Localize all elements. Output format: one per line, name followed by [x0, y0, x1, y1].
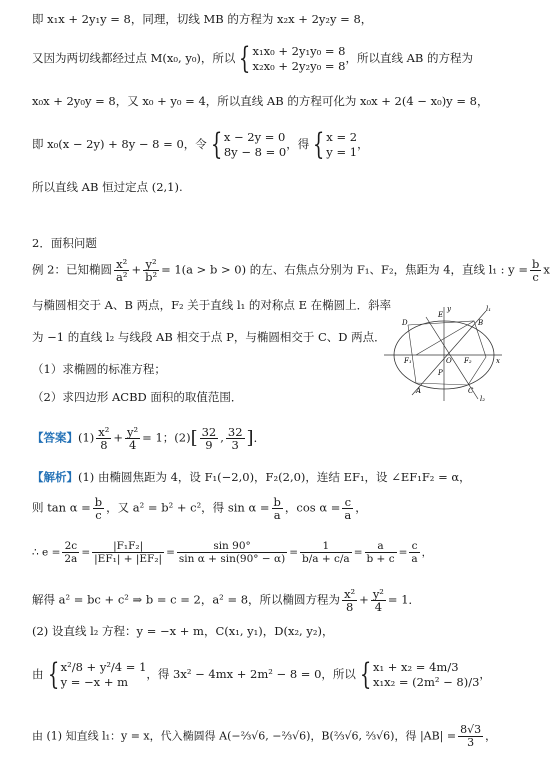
equation-system: x₁x₀ + 2y₁y₀ = 8 x₂x₀ + 2y₂y₀ = 8 — [252, 44, 346, 73]
text-line: 为 −1 的直线 l₂ 与线段 AB 相交于点 P，与椭圆相交于 C、D 两点． — [32, 330, 386, 344]
ellipse-figure — [382, 303, 504, 403]
label-l1: l₁ — [486, 305, 492, 313]
label-l2: l₂ — [480, 395, 486, 403]
label-d: D — [402, 319, 408, 327]
analysis-tag: 【解析】 — [32, 470, 78, 484]
analysis-line: 由 (1) 知直线 l₁：y = x，代入椭圆得 A(−⅔√6, −⅔√6)，B(⅔√6, ⅔√6)，得 |AB| = $\frac{8√3}{3}$ ， — [32, 723, 497, 749]
equation-system: x = 2 y = 1 — [326, 130, 358, 159]
equation-system: x − 2y = 0 8y − 8 = 0 — [223, 130, 287, 159]
question-1: （1）求椭圆的标准方程； — [32, 362, 166, 376]
analysis-line: ∴ e = $\frac{2c}{2a}$ = $\frac{\text{|F₁F₂|}}{\text{|EF₁| + |EF₂|}}$ = $\frac{\sin 90^\circ}{\text{sin α + sin(90° − α)}}$ = $\frac{1}{b/a + c/a}$ = $\frac{a}{b + c}$ = $\frac{c}{a}$ ， — [32, 540, 433, 565]
analysis-line: (2) 设直线 l₂ 方程：y = −x + m，C(x₁, y₁)，D(x₂, y₂)， — [32, 624, 334, 638]
answer-tag: 【答案】 — [32, 430, 78, 445]
text-line: 即 x₁x + 2y₁y = 8，同理，切线 MB 的方程为 x₂x + 2y₂y = 8， — [32, 12, 373, 26]
segment-ef1 — [416, 321, 474, 355]
text-line: x₀x + 2y₀y = 8，又 x₀ + y₀ = 4，所以直线 AB 的方程可化为 x₀x + 2(4 − x₀)y = 8， — [32, 94, 489, 108]
label-p: P — [438, 369, 443, 377]
label-c: C — [468, 387, 474, 395]
text-line: 与椭圆相交于 A、B 两点，F₂ 关于直线 l₁ 的对称点 E 在椭圆上．斜率 — [32, 298, 392, 312]
example-line: 例 2：已知椭圆 $\frac{\text{x²}}{\text{a²}}$ + $\frac{\text{y²}}{\text{b²}}$ = 1(a > b > 0) 的左、右焦点分别为 F₁、F₂，焦距为 4，直线 l₁ : y = $\frac{b}{c}$ x — [32, 257, 550, 284]
analysis-line: 则 tan α = $\frac{b}{c}$ ，又 a² = b² + c²，得 sin α = $\frac{b}{a}$ ，cos α = $\frac{c}{a}$ ， — [32, 495, 367, 522]
answer-line: 【答案】(1) $\frac{\text{x²}}{8}$ + $\frac{\text{y²}}{4}$ = 1；(2)[ $\frac{32}{9}$ , $\frac{32}{3}$ ]． — [32, 425, 266, 452]
analysis-line-with-system: 由 { x²/8 + y²/4 = 1 y = −x + m ，得 3x² − 4mx + 2m² − 8 = 0，所以 { x₁ + x₂ = 4m/3 x₁x₂ = (2m² − 8)/3 ， — [32, 657, 491, 692]
equation-system: x₁ + x₂ = 4m/3 x₁x₂ = (2m² − 8)/3 — [373, 660, 480, 689]
section-heading: 2．面积问题 — [32, 236, 97, 250]
equation-system: x²/8 + y²/4 = 1 y = −x + m — [60, 660, 147, 689]
label-o: O — [446, 357, 452, 365]
label-x: x — [496, 357, 500, 365]
label-y: y — [447, 305, 451, 313]
label-e: E — [438, 311, 444, 319]
text-line-with-system: 又因为两切线都经过点 M(x₀, y₀)，所以 { x₁x₀ + 2y₁y₀ = 8 x₂x₀ + 2y₂y₀ = 8 ，所以直线 AB 的方程为 — [32, 41, 474, 76]
text-line: 所以直线 AB 恒过定点 (2,1). — [32, 180, 183, 194]
analysis-line: 解得 a² = bc + c² ⇒ b = c = 2，a² = 8，所以椭圆方程为 $\frac{\text{x²}}{8}$ + $\frac{\text{y²}}{4}$ = 1． — [32, 587, 421, 614]
label-a: A — [416, 387, 422, 395]
label-b: B — [478, 319, 484, 327]
label-f2: F₂ — [464, 357, 472, 365]
text-line-with-system: 即 x₀(x − 2y) + 8y − 8 = 0，令 { x − 2y = 0 8y − 8 = 0 ，得 { x = 2 y = 1 ， — [32, 127, 369, 162]
analysis-line: 【解析】(1) 由椭圆焦距为 4，设 F₁(−2,0)，F₂(2,0)，连结 EF₁，设 ∠EF₁F₂ = α， — [32, 470, 471, 484]
question-2: （2）求四边形 ACBD 面积的取值范围． — [32, 390, 243, 404]
label-f1: F₁ — [404, 357, 412, 365]
